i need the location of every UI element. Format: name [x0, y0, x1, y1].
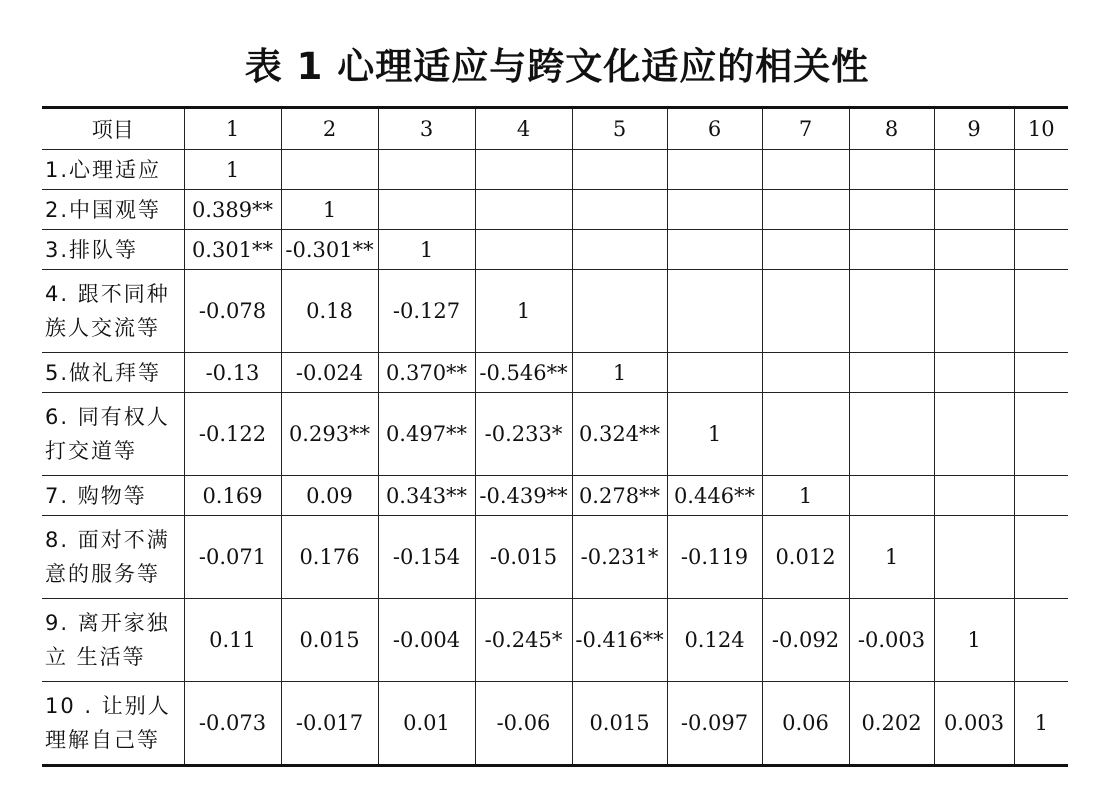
table-cell: 0.202 [849, 682, 934, 766]
column-header: 10 [1014, 108, 1068, 150]
table-cell: -0.416** [572, 599, 667, 682]
table-cell [572, 270, 667, 353]
table-cell: -0.071 [184, 516, 281, 599]
table-cell [1014, 230, 1068, 270]
table-row [42, 393, 1068, 476]
table-row [42, 599, 1068, 682]
row-label: 4. 跟不同种族人交流等 [42, 270, 184, 353]
row-label: 1.心理适应 [42, 150, 184, 190]
table-cell: -0.154 [378, 516, 475, 599]
table-cell [1014, 476, 1068, 516]
table-row [42, 476, 1068, 516]
row-label: 10 . 让别人理解自己等 [42, 682, 184, 766]
table-cell [849, 476, 934, 516]
row-label: 8. 面对不满意的服务等 [42, 516, 184, 599]
table-cell [1014, 190, 1068, 230]
table-cell [378, 190, 475, 230]
column-header: 4 [475, 108, 572, 150]
table-cell [934, 476, 1014, 516]
table-cell [1014, 270, 1068, 353]
table-cell: -0.004 [378, 599, 475, 682]
table-cell: -0.231* [572, 516, 667, 599]
column-header: 1 [184, 108, 281, 150]
row-label: 6. 同有权人打交道等 [42, 393, 184, 476]
table-cell: -0.127 [378, 270, 475, 353]
correlation-table [42, 106, 1068, 767]
table-cell: -0.003 [849, 599, 934, 682]
table-row [42, 353, 1068, 393]
table-cell [1014, 599, 1068, 682]
column-header-item: 项目 [42, 108, 184, 150]
table-row [42, 682, 1068, 766]
table-cell [1014, 353, 1068, 393]
table-cell: 1 [762, 476, 849, 516]
table-cell: 0.301** [184, 230, 281, 270]
table-cell [849, 270, 934, 353]
table-cell: 0.003 [934, 682, 1014, 766]
table-cell: 0.06 [762, 682, 849, 766]
table-cell: 1 [1014, 682, 1068, 766]
table-title: 表 1 心理适应与跨文化适应的相关性 [244, 45, 870, 88]
table-cell [667, 150, 762, 190]
table-cell: -0.078 [184, 270, 281, 353]
table-cell [572, 190, 667, 230]
table-cell [1014, 150, 1068, 190]
column-header: 9 [934, 108, 1014, 150]
column-header: 3 [378, 108, 475, 150]
table-cell [934, 150, 1014, 190]
table-cell [762, 190, 849, 230]
table-cell: -0.024 [281, 353, 378, 393]
table-cell [849, 150, 934, 190]
table-cell [572, 150, 667, 190]
table-cell: 0.293** [281, 393, 378, 476]
table-cell [762, 353, 849, 393]
table-cell: 0.497** [378, 393, 475, 476]
table-cell: -0.073 [184, 682, 281, 766]
column-header: 6 [667, 108, 762, 150]
table-cell: 1 [475, 270, 572, 353]
table-row [42, 230, 1068, 270]
table-cell [849, 393, 934, 476]
table-cell [475, 150, 572, 190]
table-cell: -0.06 [475, 682, 572, 766]
row-label: 2.中国观等 [42, 190, 184, 230]
table-cell [1014, 393, 1068, 476]
table-cell: 0.18 [281, 270, 378, 353]
table-cell: 0.015 [572, 682, 667, 766]
table-cell: -0.301** [281, 230, 378, 270]
table-cell [934, 230, 1014, 270]
table-cell: 0.09 [281, 476, 378, 516]
table-cell [849, 353, 934, 393]
table-cell [762, 150, 849, 190]
table-cell [667, 270, 762, 353]
table-cell: 0.370** [378, 353, 475, 393]
table-cell: 1 [667, 393, 762, 476]
row-label: 9. 离开家独立 生活等 [42, 599, 184, 682]
table-cell: 0.01 [378, 682, 475, 766]
table-row [42, 190, 1068, 230]
table-cell [1014, 516, 1068, 599]
table-cell: 1 [281, 190, 378, 230]
table-cell [475, 230, 572, 270]
table-cell: 0.176 [281, 516, 378, 599]
table-cell: -0.017 [281, 682, 378, 766]
column-header: 8 [849, 108, 934, 150]
table-cell: -0.122 [184, 393, 281, 476]
table-cell [667, 190, 762, 230]
table-cell: 1 [572, 353, 667, 393]
table-cell: -0.092 [762, 599, 849, 682]
table-row [42, 270, 1068, 353]
table-cell: 0.278** [572, 476, 667, 516]
column-header: 2 [281, 108, 378, 150]
table-cell: 0.11 [184, 599, 281, 682]
table-cell: -0.119 [667, 516, 762, 599]
table-cell: 1 [378, 230, 475, 270]
table-cell [934, 516, 1014, 599]
table-cell [934, 393, 1014, 476]
table-cell: -0.097 [667, 682, 762, 766]
table-cell [762, 393, 849, 476]
table-cell [667, 230, 762, 270]
correlation-table-container [42, 106, 1068, 767]
table-cell: -0.233* [475, 393, 572, 476]
table-cell: -0.546** [475, 353, 572, 393]
header-row [42, 108, 1068, 150]
column-header: 5 [572, 108, 667, 150]
table-cell [572, 230, 667, 270]
table-cell: 0.389** [184, 190, 281, 230]
table-cell: 0.124 [667, 599, 762, 682]
table-cell: -0.439** [475, 476, 572, 516]
table-cell [934, 353, 1014, 393]
table-cell [667, 353, 762, 393]
table-cell [934, 190, 1014, 230]
table-row [42, 150, 1068, 190]
table-cell [849, 230, 934, 270]
table-cell [849, 190, 934, 230]
table-cell: -0.245* [475, 599, 572, 682]
table-cell: 0.015 [281, 599, 378, 682]
table-cell [281, 150, 378, 190]
table-cell: 0.446** [667, 476, 762, 516]
table-cell [762, 230, 849, 270]
table-cell: 1 [849, 516, 934, 599]
table-cell [378, 150, 475, 190]
row-label: 5.做礼拜等 [42, 353, 184, 393]
column-header: 7 [762, 108, 849, 150]
table-cell: 0.169 [184, 476, 281, 516]
row-label: 3.排队等 [42, 230, 184, 270]
table-cell: -0.13 [184, 353, 281, 393]
table-cell: 1 [934, 599, 1014, 682]
table-cell: 0.343** [378, 476, 475, 516]
row-label: 7. 购物等 [42, 476, 184, 516]
table-cell: -0.015 [475, 516, 572, 599]
table-row [42, 516, 1068, 599]
table-cell [934, 270, 1014, 353]
table-cell [475, 190, 572, 230]
table-cell [762, 270, 849, 353]
table-cell: 0.324** [572, 393, 667, 476]
table-cell: 0.012 [762, 516, 849, 599]
table-cell: 1 [184, 150, 281, 190]
